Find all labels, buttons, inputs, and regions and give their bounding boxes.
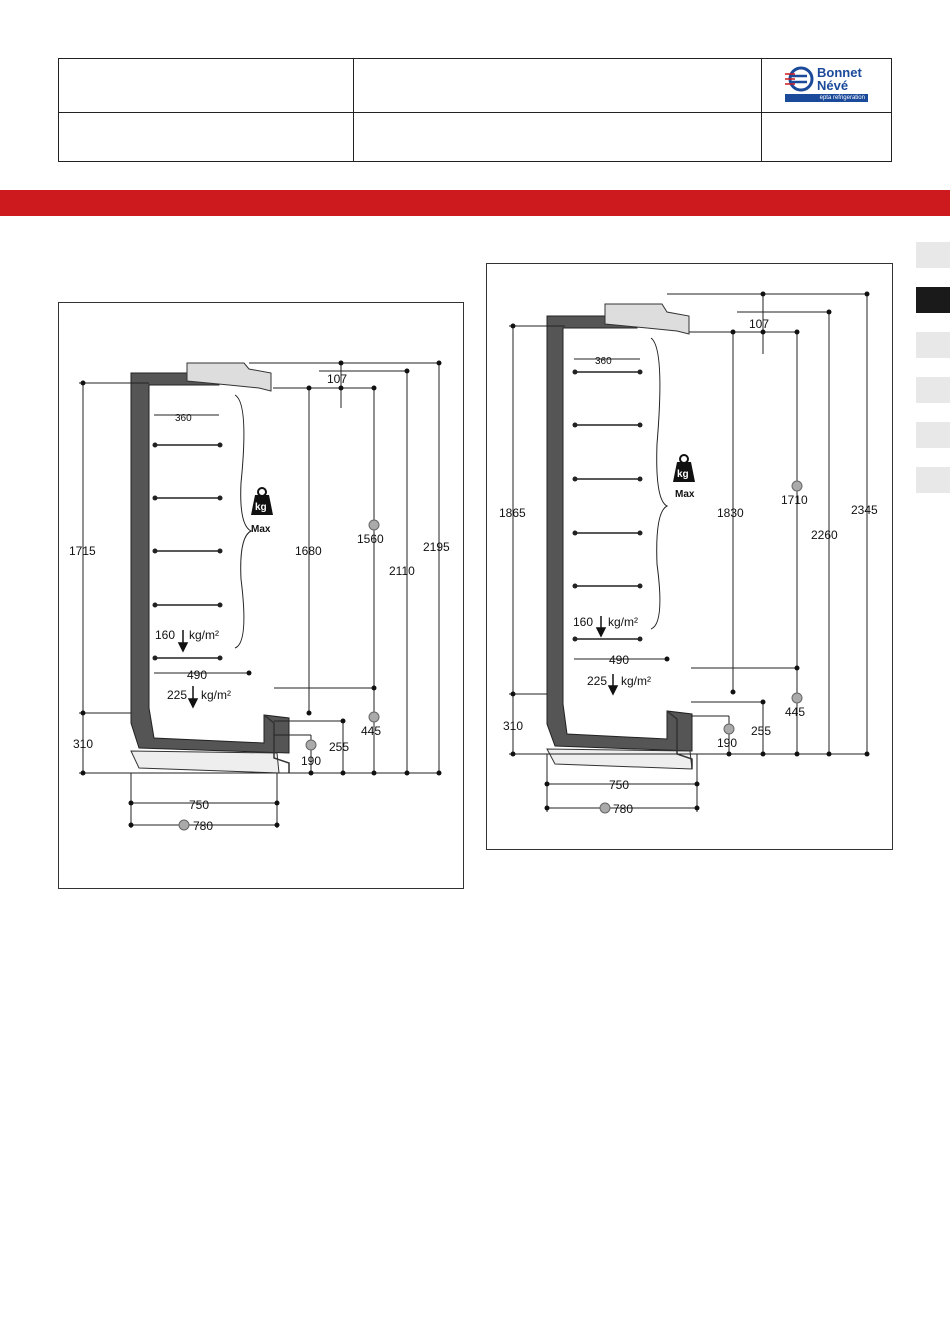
- brand-logo: [783, 64, 871, 106]
- bottom-load-unit: kg/m²: [201, 688, 231, 702]
- dim-190: 190: [301, 754, 322, 768]
- shelves: [154, 445, 221, 658]
- dim-total-height: 2345: [851, 503, 878, 517]
- dim-750: 750: [609, 778, 630, 792]
- logo-emblem-icon: [785, 64, 819, 94]
- dim-255: 255: [329, 740, 350, 754]
- kg-weight-icon: [251, 488, 273, 515]
- shelf-load-value: 160: [155, 628, 176, 642]
- base-plinth: [547, 749, 692, 769]
- dim-height-left: 1865: [499, 506, 526, 520]
- dim-780: 780: [193, 819, 214, 833]
- base-plinth: [131, 751, 279, 773]
- dim-total-height: 2195: [423, 540, 450, 554]
- kg-label: kg: [255, 502, 267, 513]
- dim-height-2260: 2260: [811, 528, 838, 542]
- side-tab-2[interactable]: [916, 287, 950, 313]
- dim-base-height: 310: [73, 737, 94, 751]
- header-table: [58, 58, 892, 162]
- side-tab-6[interactable]: [916, 467, 950, 493]
- header-divider: [761, 59, 762, 161]
- dim-height-left: 1715: [69, 544, 96, 558]
- side-tab-1[interactable]: [916, 242, 950, 268]
- dim-shelf-depth: 360: [595, 356, 612, 367]
- dim-bottom-depth: 490: [609, 653, 630, 667]
- max-label: Max: [675, 489, 695, 500]
- bottom-load-value: 225: [587, 674, 608, 688]
- dim-inner-height: 1680: [295, 544, 322, 558]
- logo-line1: Bonnet: [817, 65, 862, 80]
- diagram-panel-right: [486, 263, 893, 850]
- dim-inner-height: 1830: [717, 506, 744, 520]
- dim-bottom-depth: 490: [187, 668, 208, 682]
- shelf-load-value: 160: [573, 615, 594, 629]
- dim-780: 780: [613, 802, 634, 816]
- pipe-markers: [179, 520, 382, 830]
- logo-line2: Névé: [817, 78, 849, 93]
- shelf-load-unit: kg/m²: [189, 628, 219, 642]
- dim-base-height: 310: [503, 719, 524, 733]
- side-tab-4[interactable]: [916, 377, 950, 403]
- side-tab-5[interactable]: [916, 422, 950, 448]
- cabinet-section-drawing-right: [487, 264, 894, 851]
- diagram-panel-left: [58, 302, 464, 889]
- dim-445: 445: [361, 724, 382, 738]
- canopy: [187, 363, 271, 391]
- kg-label: kg: [677, 469, 689, 480]
- dim-255: 255: [751, 724, 772, 738]
- dim-top-offset: 107: [749, 317, 770, 331]
- cabinet-section-drawing-left: [59, 303, 465, 890]
- side-tab-3[interactable]: [916, 332, 950, 358]
- shelves: [574, 372, 641, 639]
- dim-445: 445: [785, 705, 806, 719]
- logo-text: [817, 66, 862, 92]
- header-row-divider: [59, 112, 891, 113]
- logo-tagline: epta refrigeration: [785, 94, 868, 102]
- bottom-load-unit: kg/m²: [621, 674, 651, 688]
- dim-top-offset: 107: [327, 372, 348, 386]
- max-label: Max: [251, 524, 271, 535]
- section-band: [0, 190, 950, 216]
- kg-weight-icon: [673, 455, 695, 482]
- dim-height-2110: 2110: [389, 564, 415, 578]
- header-divider: [353, 59, 354, 161]
- shelf-nodes: [573, 370, 643, 642]
- dim-190: 190: [717, 736, 738, 750]
- canopy: [605, 304, 689, 334]
- bottom-load-value: 225: [167, 688, 188, 702]
- shelf-load-unit: kg/m²: [608, 615, 638, 629]
- load-brace: [235, 395, 251, 648]
- dim-height-mid: 1710: [781, 493, 808, 507]
- dim-height-mid: 1560: [357, 532, 384, 546]
- load-brace: [651, 338, 667, 629]
- dim-shelf-depth: 360: [175, 413, 192, 424]
- dim-750: 750: [189, 798, 210, 812]
